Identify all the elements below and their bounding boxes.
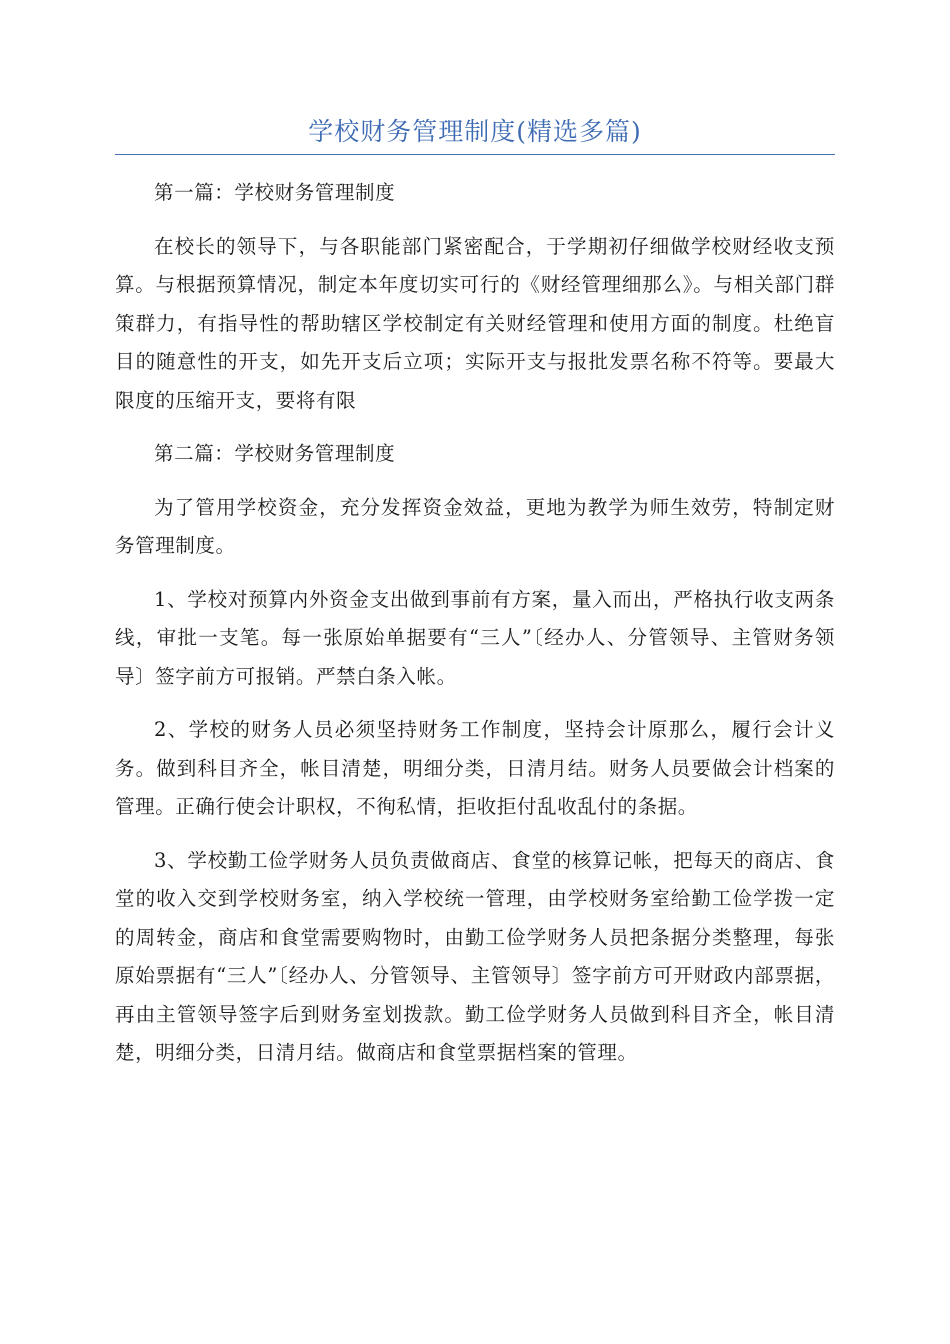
document-title: 学校财务管理制度(精选多篇): [308, 117, 642, 146]
body-paragraph: 3、学校勤工俭学财务人员负责做商店、食堂的核算记帐，把每天的商店、食堂的收入交到学校财务室，纳入学校统一管理，由学校财务室给勤工俭学拨一定的周转金，商店和食堂需要购物时，由勤工俭学财务人员把条据分类整理，每张原始票据有“三人”〔经办人、分管领导、主管领导〕签字前方可开财政内部票据，再由主管领导签字后到财务室划拨款。勤工俭学财务人员做到科目齐全，帐目清楚，明细分类，日清月结。做商店和食堂票据档案的管理。: [115, 848, 835, 1064]
section-heading-1: 第一篇：学校财务管理制度: [154, 181, 396, 204]
body-paragraph: 2、学校的财务人员必须坚持财务工作制度，坚持会计原那么，履行会计义务。做到科目齐全，帐目清楚，明细分类，日清月结。财务人员要做会计档案的管理。正确行使会计职权，不徇私情，拒收拒付乱收乱付的条据。: [115, 718, 835, 818]
body-paragraph: 为了管用学校资金，充分发挥资金效益，更地为教学为师生效劳，特制定财务管理制度。: [115, 495, 835, 557]
section-heading-2: 第二篇：学校财务管理制度: [154, 442, 396, 465]
body-paragraph: 在校长的领导下，与各职能部门紧密配合，于学期初仔细做学校财经收支预算。与根据预算情况，制定本年度切实可行的《财经管理细那么》。与相关部门群策群力，有指导性的帮助辖区学校制定有关财经管理和使用方面的制度。杜绝盲目的随意性的开支，如先开支后立项；实际开支与报批发票名称不符等。要最大限度的压缩开支，要将有限: [115, 234, 835, 412]
document-body: [115, 174, 835, 1088]
title-underline: [115, 154, 835, 155]
body-paragraph: 1、学校对预算内外资金支出做到事前有方案，量入而出，严格执行收支两条线，审批一支笔。每一张原始单据要有“三人”〔经办人、分管领导、主管财务领导〕签字前方可报销。严禁白条入帐。: [115, 587, 835, 688]
